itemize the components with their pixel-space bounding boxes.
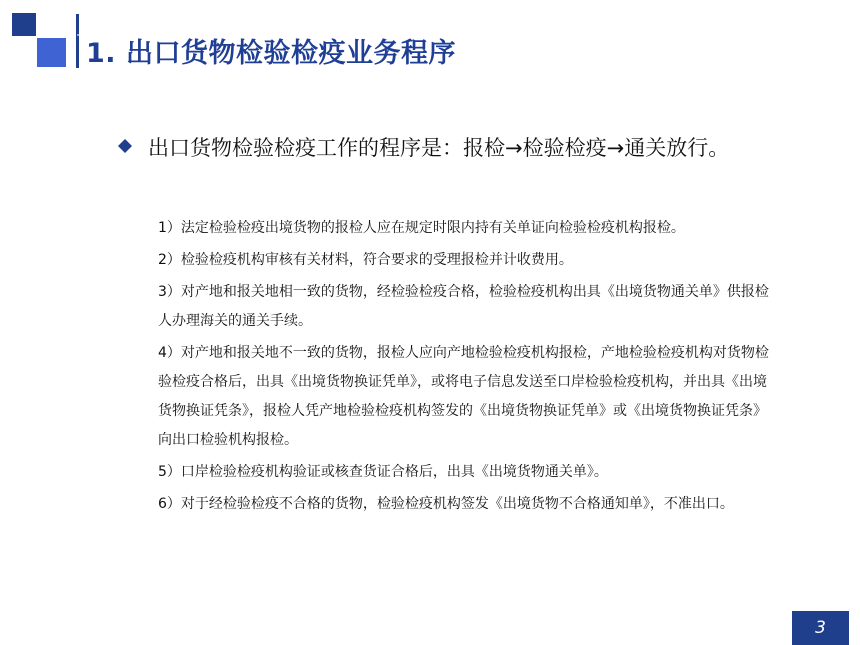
decorative-square-dark bbox=[12, 13, 36, 36]
step-2: 2）检验检疫机构审核有关材料，符合要求的受理报检并计收费用。 bbox=[158, 252, 573, 268]
title-accent-bar bbox=[76, 14, 79, 68]
step-6: 6）对于经检验检疫不合格的货物，检验检疫机构签发《出境货物不合格通知单》，不准出口。 bbox=[158, 496, 734, 512]
lead-text: 出口货物检验检疫工作的程序是：报检→检验检疫→通关放行。 bbox=[148, 136, 730, 160]
step-4: 4）对产地和报关地不一致的货物，报检人应向产地检验检疫机构报检，产地检验检疫机构对货物检验检疫合格后，出具《出境货物换证凭单》，或将电子信息发送至口岸检验检疫机构，并出具《出境货物换证凭条》，报检人凭产地检验检疫机构签发的《出境货物换证凭单》或《出境货物换证凭条》向出口检验机构报检。 bbox=[158, 345, 769, 448]
slide-title: 1. 出口货物检验检疫业务程序 bbox=[86, 38, 456, 69]
page-number: 3 bbox=[815, 618, 826, 638]
step-3: 3）对产地和报关地相一致的货物，经检验检疫合格，检验检疫机构出具《出境货物通关单》供报检人办理海关的通关手续。 bbox=[158, 284, 769, 329]
steps-list bbox=[158, 214, 778, 522]
page-number-badge bbox=[792, 611, 849, 645]
step-5: 5）口岸检验检疫机构验证或核查货证合格后，出具《出境货物通关单》。 bbox=[158, 464, 608, 480]
lead-bullet bbox=[118, 127, 758, 169]
decorative-square-light bbox=[37, 38, 66, 67]
step-1: 1）法定检验检疫出境货物的报检人应在规定时限内持有关单证向检验检疫机构报检。 bbox=[158, 220, 685, 236]
decorative-dot bbox=[77, 34, 79, 36]
diamond-bullet-icon bbox=[118, 139, 132, 153]
